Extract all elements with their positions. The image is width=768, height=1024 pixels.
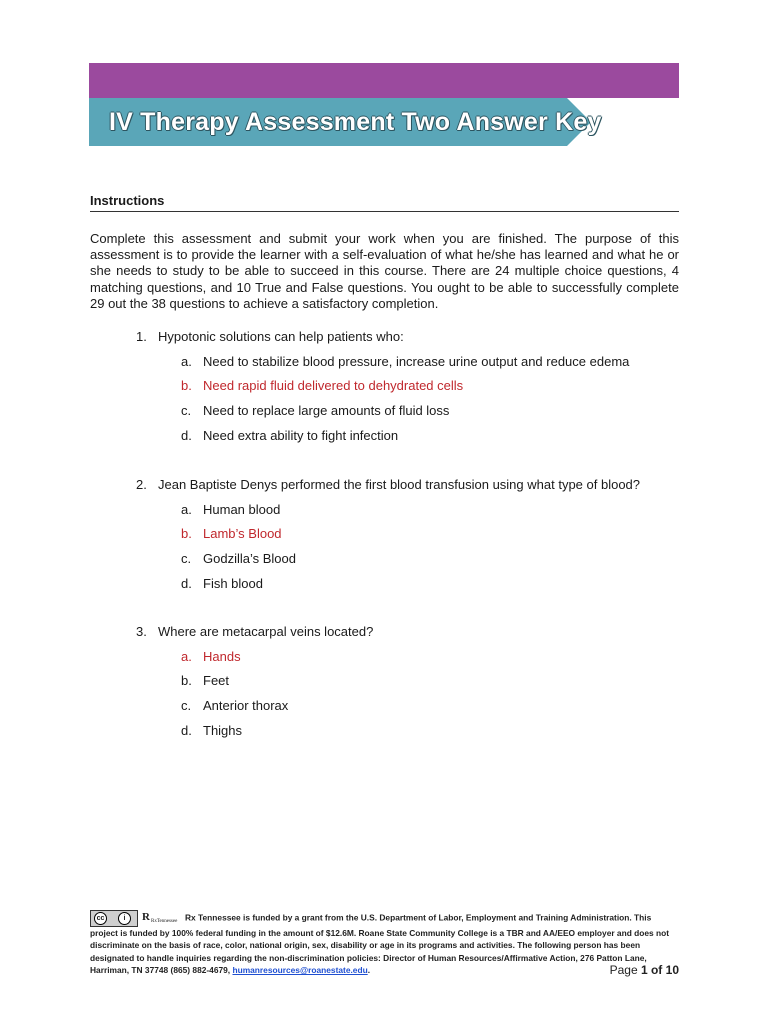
rx-tennessee-logo: R RxTennessee <box>142 911 178 924</box>
option-letter: c. <box>181 698 192 713</box>
option-letter: d. <box>181 723 192 738</box>
option-letter: b. <box>181 378 192 393</box>
question-1 <box>136 329 404 344</box>
option-text: Need rapid fluid delivered to dehydrated cells <box>203 378 464 393</box>
option-text: Fish blood <box>203 576 263 591</box>
option-letter: b. <box>181 673 192 688</box>
footer-email-suffix: . <box>367 965 371 976</box>
question-3 <box>136 624 373 639</box>
option-letter: a. <box>181 502 192 517</box>
instructions-body: Complete this assessment and submit your work when you are finished. The purpose of this assessment is to provide the learner with a self-evaluation of what he/she has learned and what he or she needs to study to be able to succeed in this course. There are 24 multiple choice questions, 4 matching questions, and 10 True and False questions. You ought to be able to successfully complete 29 out the 38 questions to achieve a satisfactory completion. <box>90 231 679 311</box>
option-text: Lamb’s Blood <box>203 526 282 541</box>
option-text: Hands <box>203 649 241 664</box>
header-purple-bar <box>89 63 679 98</box>
page-number: Page 1 of 10 <box>609 963 679 978</box>
question-1-option-b <box>181 378 463 393</box>
option-text: Thighs <box>203 723 243 738</box>
question-number: 2. <box>136 477 147 492</box>
option-text: Need to replace large amounts of fluid loss <box>203 403 450 418</box>
option-letter: d. <box>181 576 192 591</box>
option-letter: d. <box>181 428 192 443</box>
question-3-option-d <box>181 723 242 738</box>
question-2-option-c <box>181 551 296 566</box>
footer-text: Rx Tennessee is funded by a grant from the U.S. Department of Labor, Employment and Training Administration. This project is funded by 100% federal funding in the amount of $12.6M. Roane State Community College is a TBR and AA/EEO employer and does not discriminate on the basis of race, color, national origin, sex, disability or age in its programs and activities. The following person has been designated to handle inquiries regarding the non-discrimination policies: Director of Human Resources/Affirmative Action, 276 Patton Lane, Harriman, TN 37748 (865) 882-4679, <box>90 912 670 976</box>
instructions-heading: Instructions <box>90 193 679 212</box>
footer-email-link[interactable]: humanresources@roanestate.edu <box>232 965 368 976</box>
page-title: IV Therapy Assessment Two Answer Key <box>109 108 602 136</box>
question-2-option-b <box>181 526 282 541</box>
footer <box>90 910 679 977</box>
option-text: Feet <box>203 673 230 688</box>
option-text: Anterior thorax <box>203 698 289 713</box>
question-2 <box>136 477 640 492</box>
option-text: Godzilla’s Blood <box>203 551 296 566</box>
option-text: Human blood <box>203 502 281 517</box>
option-letter: a. <box>181 649 192 664</box>
question-1-option-a <box>181 354 629 369</box>
question-3-option-c <box>181 698 288 713</box>
question-text: Where are metacarpal veins located? <box>158 624 374 639</box>
question-3-option-b <box>181 673 229 688</box>
option-letter: c. <box>181 403 192 418</box>
question-2-option-d <box>181 576 263 591</box>
question-2-option-a <box>181 502 280 517</box>
option-letter: b. <box>181 526 192 541</box>
question-number: 1. <box>136 329 147 344</box>
title-banner <box>89 98 602 146</box>
creative-commons-icon: cc i <box>90 910 138 927</box>
option-letter: c. <box>181 551 192 566</box>
question-1-option-c <box>181 403 449 418</box>
option-text: Need to stabilize blood pressure, increase urine output and reduce edema <box>203 354 630 369</box>
question-number: 3. <box>136 624 147 639</box>
question-text: Hypotonic solutions can help patients who: <box>158 329 404 344</box>
question-1-option-d <box>181 428 398 443</box>
question-text: Jean Baptiste Denys performed the first blood transfusion using what type of blood? <box>158 477 641 492</box>
question-3-option-a <box>181 649 241 664</box>
option-text: Need extra ability to fight infection <box>203 428 399 443</box>
option-letter: a. <box>181 354 192 369</box>
